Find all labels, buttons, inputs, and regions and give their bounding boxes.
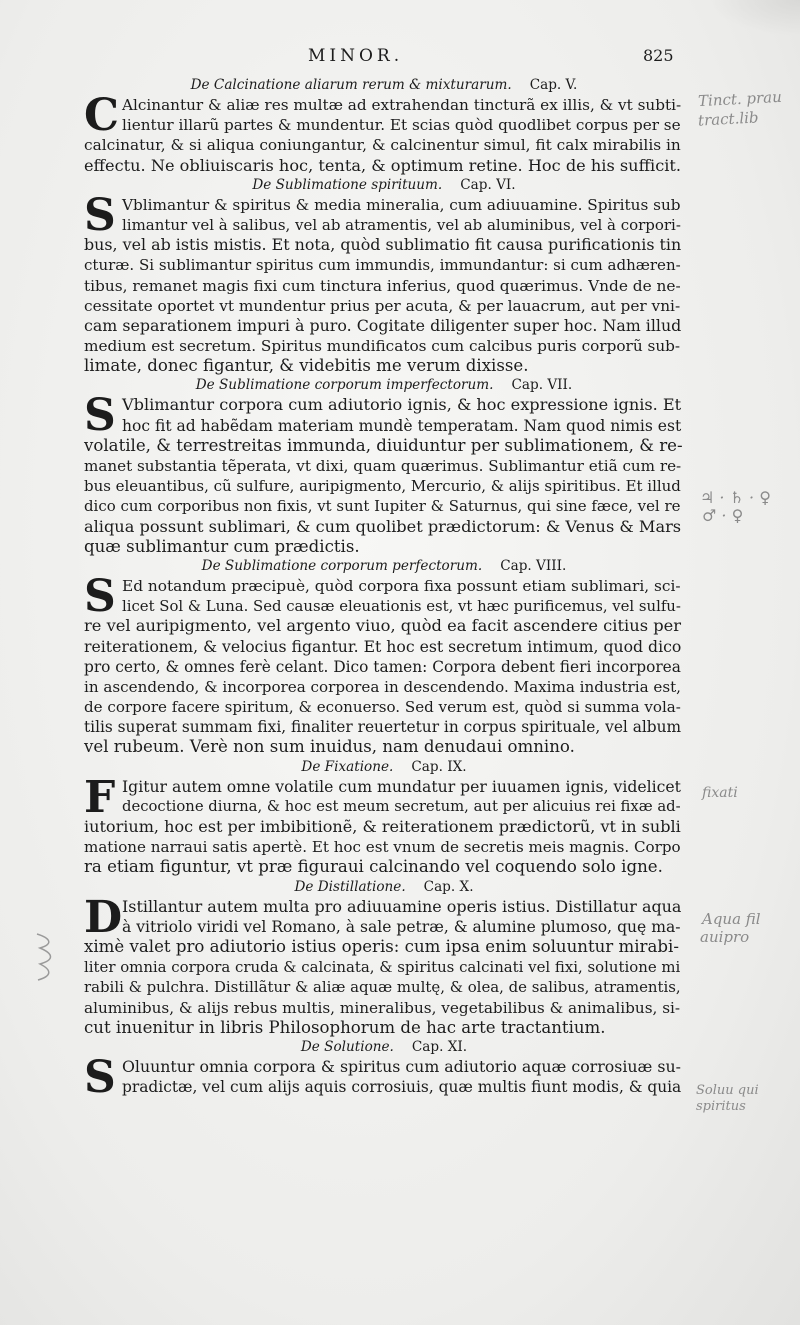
chapter-paragraph — [84, 771, 684, 878]
chapter-number: Cap. X. — [423, 878, 474, 895]
text-line: vel rubeum. Verè non sum inuidus, nam denudaui omnino. — [84, 737, 575, 757]
text-line: Ed notandum præcipuè, quòd corpora fixa possunt etiam sublimari, sci- — [122, 576, 681, 595]
text-line: quæ sublimantur cum prædictis. — [84, 536, 360, 556]
drop-cap-initial: S — [84, 570, 116, 622]
chapter-heading-title: De Sublimatione corporum perfectorum. — [201, 557, 483, 574]
text-line: cut inuenitur in libris Philosophorum de hac arte tractantium. — [84, 1017, 606, 1037]
main-text — [84, 76, 684, 1103]
marginal-squiggle-mark — [32, 930, 62, 990]
text-line: bus eleuantibus, cũ sulfure, auripigmento, Mercurio, & alijs spiritibus. Et illud — [84, 477, 681, 496]
drop-cap-initial: C — [84, 90, 120, 141]
text-line: medium est secretum. Spiritus mundificatos cum calcibus puris corporũ sub- — [84, 337, 681, 356]
margin-note: spiritus — [696, 1099, 746, 1114]
text-line: volatile, & terrestreitas immunda, diuiduntur per sublimationem, & re- — [84, 435, 683, 455]
margin-note: Aqua fil — [702, 910, 761, 928]
drop-cap-initial: S — [84, 1051, 116, 1103]
text-line: tilis superat summam fixi, finaliter reuertetur in corpus spirituale, vel album — [84, 718, 682, 737]
text-line: de corpore facere spiritum, & econuerso. Sed verum est, quòd si summa vola- — [84, 698, 681, 717]
chapter-heading — [84, 878, 684, 897]
text-line: aluminibus, & alijs rebus multis, mineralibus, vegetabilibus & animalibus, si- — [84, 998, 681, 1017]
text-line: Igitur autem omne volatile cum mundatur per iuuamen ignis, videlicet — [122, 776, 681, 796]
margin-note: fixati — [702, 785, 738, 801]
page-number: 825 — [643, 46, 674, 65]
text-line: Istillantur autem multa pro adiuuamine operis istius. Distillatur aqua — [122, 896, 682, 916]
text-line: Vblimantur & spiritus & media mineralia, cum adiuuamine. Spiritus sub — [122, 195, 681, 214]
chapter-heading — [84, 76, 684, 95]
text-line: decoctione diurna, & hoc est meum secretum, aut per alicuius rei fixæ ad- — [122, 797, 681, 815]
chapter-heading — [84, 1038, 684, 1057]
chapter-heading-title: De Solutione. — [300, 1038, 394, 1055]
drop-cap-initial: S — [84, 390, 116, 442]
chapter-paragraph — [84, 570, 684, 758]
text-line: cessitate oportet vt mundentur prius per acuta, & per lauacrum, aut per vni- — [84, 296, 681, 315]
text-line: matione narraui satis apertè. Et hoc est vnum de secretis meis magnis. Corpo — [84, 838, 681, 857]
text-line: reiterationem, & velocius figantur. Et hoc est secretum intimum, quod dico — [84, 636, 682, 656]
text-line: limate, donec figantur, & videbitis me verum dixisse. — [84, 356, 529, 376]
margin-note: tract.lib — [697, 108, 759, 130]
chapter-number: Cap. IX. — [411, 758, 467, 775]
text-line: aliqua possunt sublimari, & cum quolibet prædictorum: & Venus & Mars — [84, 516, 682, 536]
text-line: ximè valet pro adiutorio istius operis: cum ipsa enim soluuntur mirabi- — [84, 936, 679, 956]
chapter-number: Cap. VII. — [511, 377, 573, 394]
text-line: Alcinantur & aliæ res multæ ad extrahendan tincturã ex illis, & vt subti- — [122, 96, 682, 114]
chapter-number: Cap. XI. — [411, 1038, 468, 1055]
margin-note: Tinct. prau — [697, 87, 783, 111]
text-line: Oluuntur omnia corpora & spiritus cum adiutorio aquæ corrosiuæ su- — [122, 1056, 681, 1076]
margin-note: auipro — [700, 928, 750, 946]
chapter-heading-title: De Fixatione. — [301, 758, 394, 775]
page-stain — [710, 0, 800, 36]
text-line: hoc fit ad habẽdam materiam mundè temperatam. Nam quod nimis est — [122, 416, 682, 435]
text-line: pro certo, & omnes ferè celant. Dico tamen: Corpora debent fieri incorporea — [84, 657, 681, 676]
text-line: liter omnia corpora cruda & calcinata, & spiritus calcinati vel fixi, solutione mi — [84, 958, 681, 977]
chapter-paragraph — [84, 90, 684, 176]
text-line: limantur vel à salibus, vel ab atramentis, vel ab aluminibus, vel à corpori- — [122, 215, 681, 234]
text-line: Vblimantur corpora cum adiutorio ignis, & hoc expressione ignis. Et — [122, 395, 682, 415]
drop-cap-initial: F — [84, 771, 116, 823]
text-line: manet substantia tẽperata, vt dixi, quam quærimus. Sublimantur etiã cum re- — [84, 457, 682, 475]
chapter-heading-title: De Sublimatione corporum imperfectorum. — [195, 377, 494, 394]
running-title: MINOR. — [308, 46, 404, 66]
chapter-paragraph — [84, 189, 684, 377]
text-line: à vitriolo viridi vel Romano, à sale petræ, & alumine plumoso, quę ma- — [122, 917, 681, 936]
text-line: dico cum corporibus non fixis, vt sunt Iupiter & Saturnus, qui sine fæce, vel re — [84, 497, 681, 516]
text-line: lientur illarũ partes & mundentur. Et scias quòd quodlibet corpus per se — [122, 116, 681, 135]
chapter-number: Cap. VI. — [460, 176, 516, 193]
text-line: licet Sol & Luna. Sed causæ eleuationis est, vt hæc purificemus, vel sulfu- — [122, 597, 681, 616]
text-line: calcinatur, & si aliqua coniungantur, & calcinentur simul, fit calx mirabilis in — [84, 136, 681, 155]
text-line: ra etiam figuntur, vt præ figuraui calcinando vel coquendo solo igne. — [84, 857, 663, 877]
chapter-heading-title: De Sublimatione spirituum. — [252, 176, 443, 193]
chapter-paragraph — [84, 891, 684, 1038]
chapter-heading — [84, 557, 684, 576]
drop-cap-initial: S — [84, 189, 116, 241]
text-line: bus, vel ab istis mistis. Et nota, quòd sublimatio fit causa purificationis tin — [84, 235, 682, 255]
chapter-number: Cap. VIII. — [500, 557, 567, 574]
chapter-heading-title: De Distillatione. — [294, 878, 406, 895]
text-line: re vel auripigmento, vel argento viuo, quòd ea facit ascendere citius per — [84, 616, 682, 636]
chapter-heading-title: De Calcinatione aliarum rerum & mixturarum. — [190, 77, 512, 93]
chapter-number: Cap. V. — [529, 77, 578, 93]
margin-note: ♃ · ♄ · ♀ — [700, 488, 771, 507]
text-line: pradictæ, vel cum alijs aquis corrosiuis, quæ multis fiunt modis, & quia — [122, 1078, 682, 1097]
text-line: effectu. Ne obliuiscaris hoc, tenta, & optimum retine. Hoc de his sufficit. — [84, 155, 682, 175]
chapter-heading — [84, 376, 684, 395]
margin-note: Soluu qui — [696, 1083, 759, 1098]
chapter-heading — [84, 176, 684, 195]
chapter-paragraph — [84, 390, 684, 557]
text-line: rabili & pulchra. Distillãtur & aliæ aquæ multę, & olea, de salibus, atramentis, — [84, 978, 681, 997]
text-line: in ascendendo, & incorporea corporea in descendendo. Maxima industria est, — [84, 677, 681, 696]
chapter-heading — [84, 758, 684, 777]
text-line: iutorium, hoc est per imbibitionẽ, & reiterationem prædictorũ, vt in subli — [84, 817, 681, 836]
drop-cap-initial: D — [84, 891, 123, 943]
chapter-paragraph — [84, 1051, 684, 1103]
margin-note: ♂ · ♀ — [702, 506, 744, 525]
text-line: cam separationem impuri à puro. Cogitate diligenter super hoc. Nam illud — [84, 315, 682, 335]
text-line: cturæ. Si sublimantur spiritus cum immundis, immundantur: si cum adhæren- — [84, 256, 681, 275]
text-line: tibus, remanet magis fixi cum tinctura inferius, quod quærimus. Vnde de ne- — [84, 276, 681, 295]
